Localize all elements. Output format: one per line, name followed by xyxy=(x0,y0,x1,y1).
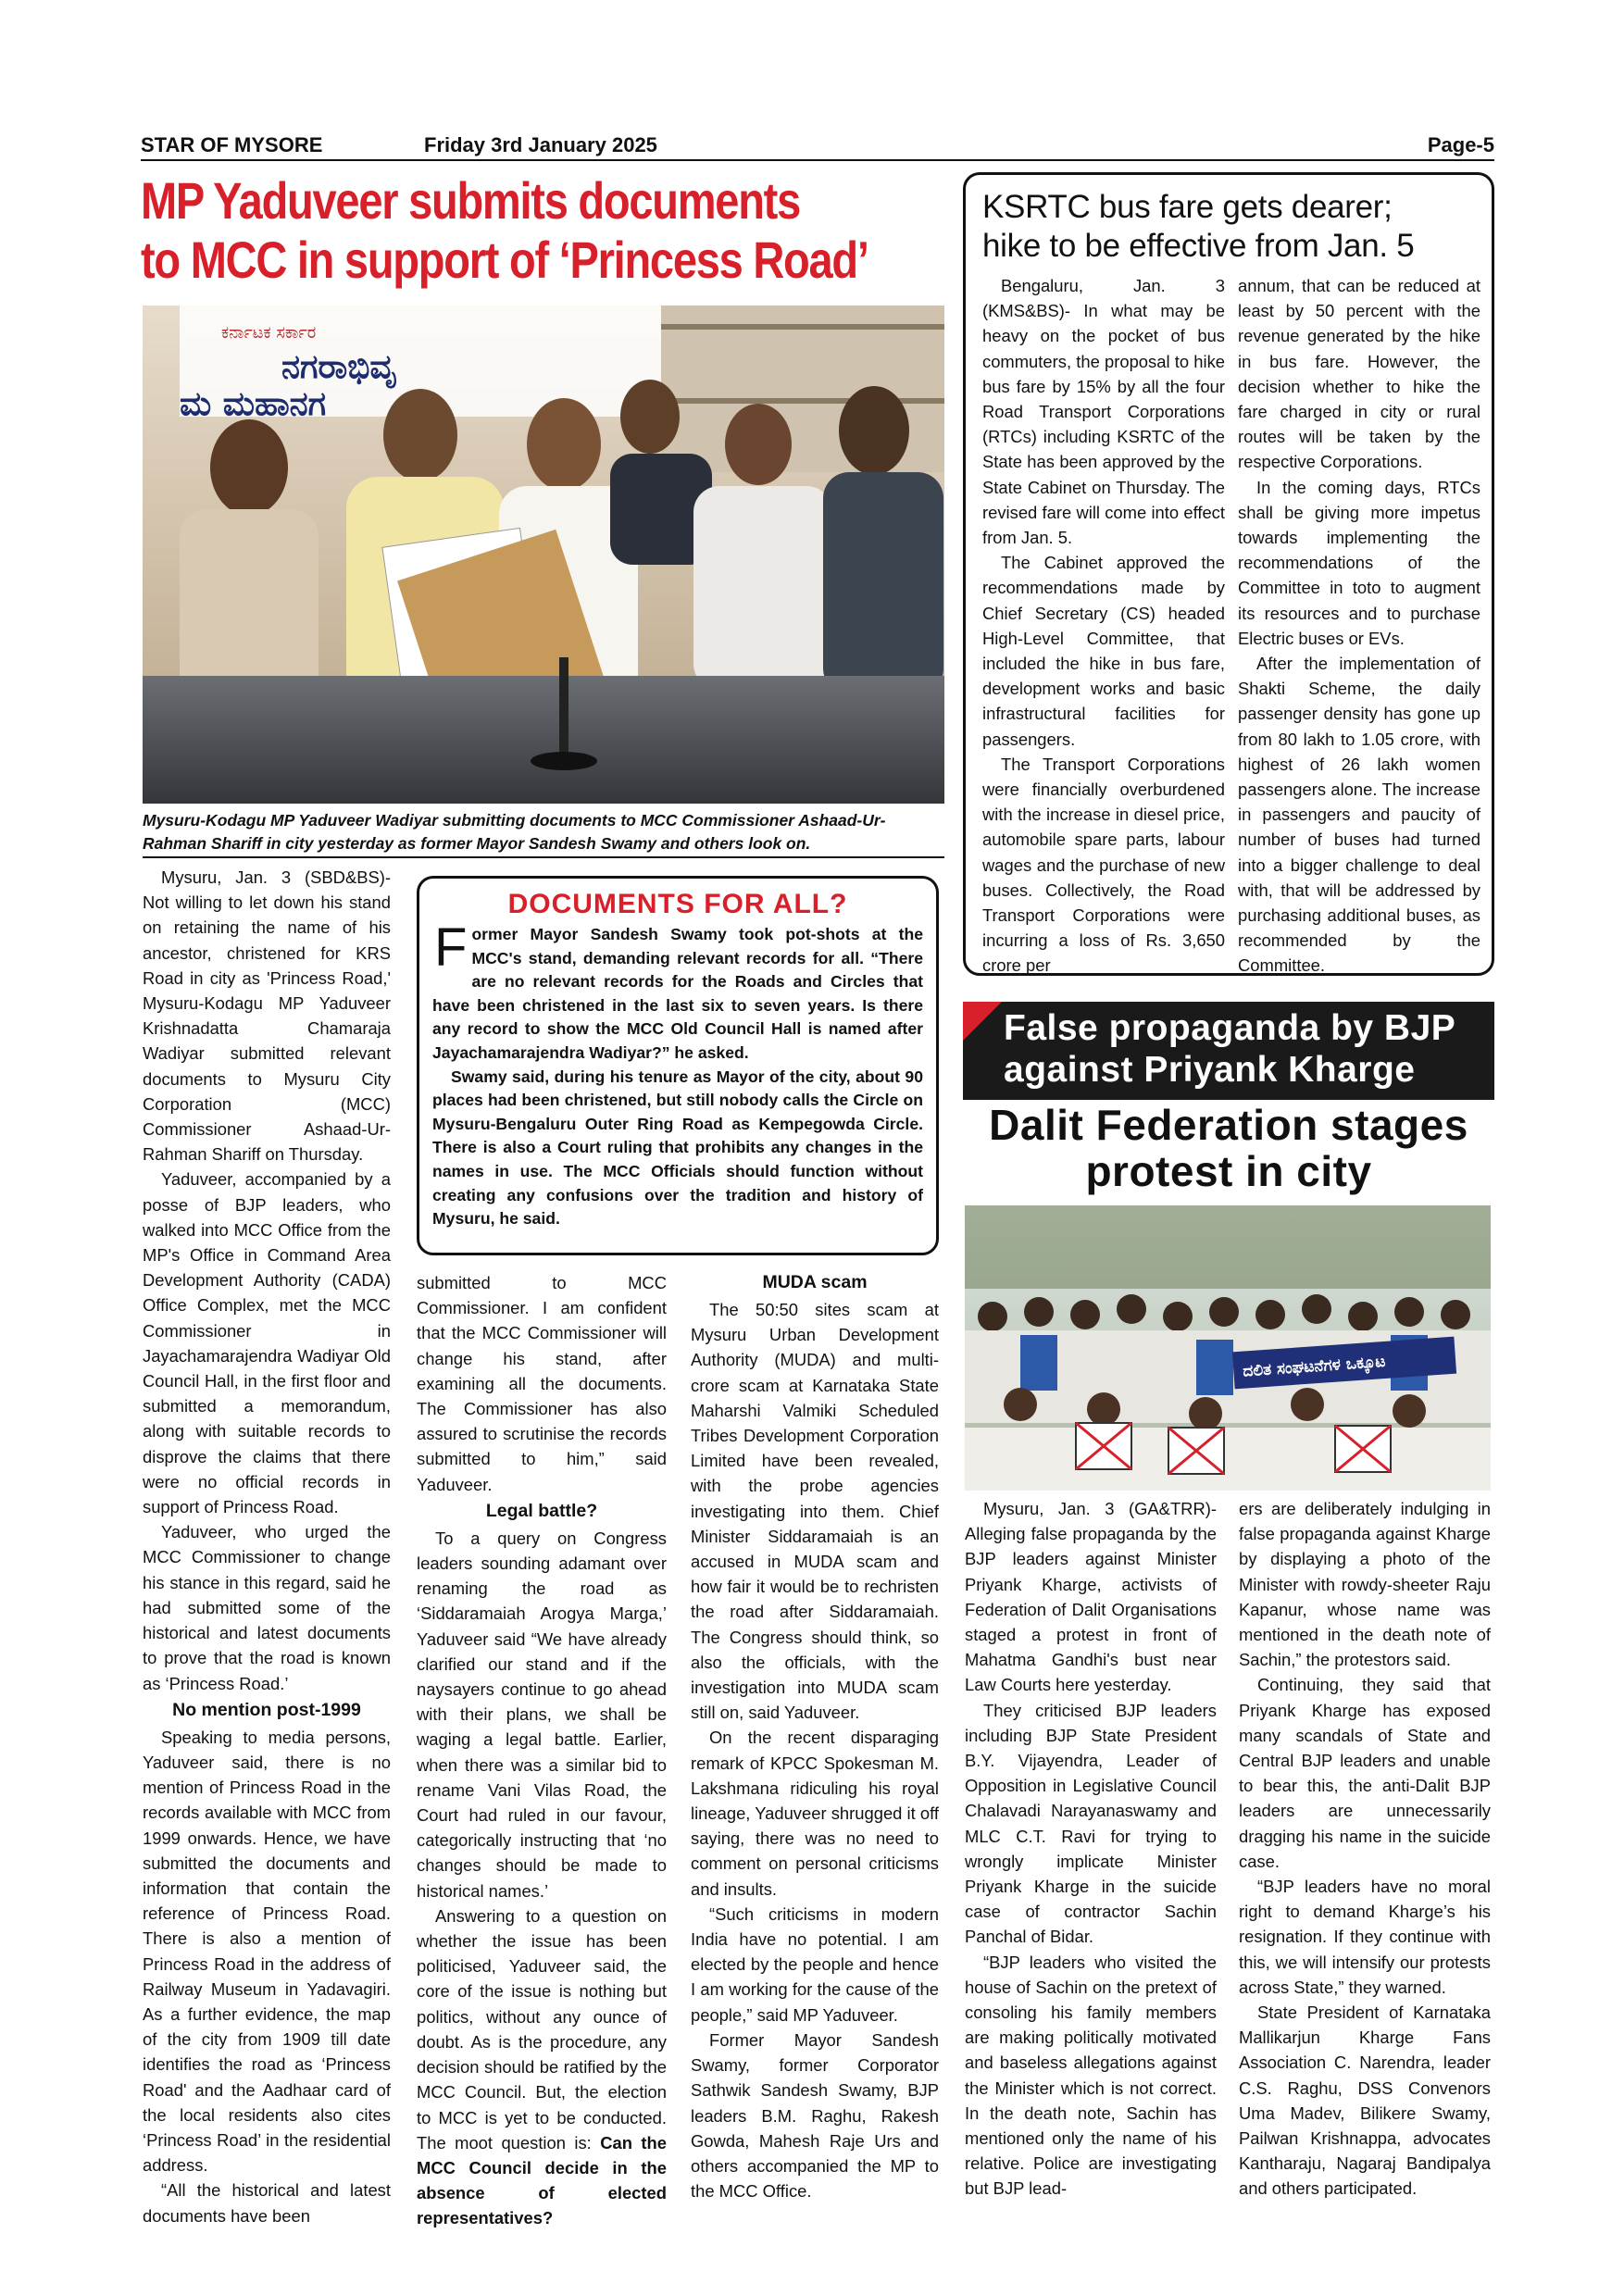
ksrtc-paragraph: In the coming days, RTCs shall be giving more impetus towards implementing the recommendations of the Committee in toto to augment its resources and to purchase Electric buses or EVs. xyxy=(1238,477,1480,648)
story1-paragraph: To a query on Congress leaders sounding adamant over renaming the road as ‘Siddaramaiah Arogya Marga,’ Yaduveer said “We have already clarified our stand and if the naysayers continue to go ahead with their plans, we shall be waging a legal battle. Earlier, when there was a similar bid to rename Vani Vilas Road, the Court had ruled in our favour, categorically instructing that ‘no changes should be made to historical names.’ xyxy=(417,1528,667,1901)
story1-paragraph: Former Mayor Sandesh Swamy, former Corporator Sathwik Sandesh Swamy, BJP leaders B.M. Raghu, Rakesh Gowda, Mahesh Raje Urs and others accompanied the MP to the MCC Office. xyxy=(691,2029,939,2202)
photo-banner-line2: ಮ ಮಹಾನಗ xyxy=(180,385,327,423)
story1-paragraph: submitted to MCC Commissioner. I am confident that the MCC Commissioner will change his stand, after examining all the documents. The Commissioner has also assured to scrutinise the records submitted to him,” said Yaduveer. xyxy=(417,1273,667,1494)
story1-paragraph: Yaduveer, accompanied by a posse of BJP leaders, who walked into MCC Office from the MP's Office in Command Area Development Authority (CADA) Office Complex, met the MCC Commissioner in Jayachamarajendra Wadiyar Old Council Hall, in the first floor and submitted a memorandum, along with suitable records to disprove the claims that there were no official records in support of Princess Road. xyxy=(143,1169,391,1517)
ksrtc-column-1 xyxy=(982,273,1225,976)
ksrtc-paragraph: After the implementation of Shakti Scheme, the daily passenger density has gone up from 80 lakh to 1.05 crore, with highest of 26 lakh women passengers alone. The increase in passengers and paucity of number of buses had turned into a bigger challenge to deal with, that will be addressed by purchasing additional buses, as recommended by the Committee. xyxy=(1238,654,1480,976)
photo-banner-line1: ನಗರಾಭಿವೃ xyxy=(281,348,398,386)
dalit-headline xyxy=(963,1102,1494,1194)
dalit-headline-line1: Dalit Federation stages xyxy=(989,1101,1468,1149)
header-rule xyxy=(141,159,1494,161)
box-dropcap: F xyxy=(434,917,468,978)
story1-paragraph: Mysuru, Jan. 3 (SBD&BS)- Not willing to let down his stand on retaining the name of his ancestor, christened for KRS Road in city as 'Princess Road,' Mysuru-Kodagu MP Yaduveer Krishnadatta Chamaraja Wadiyar submitted relevant documents to Mysuru City Corporation (MCC) Commissioner Ashaad-Ur-Rahman Shariff on Thursday. xyxy=(143,867,391,1165)
banner-triangle xyxy=(963,1002,1002,1041)
story1-paragraph: Yaduveer, who urged the MCC Commissioner to change his stance in this regard, said he had submitted some of the historical and latest documents to prove that the road is known as ‘Princess Road.’ xyxy=(143,1522,391,1693)
story1-paragraph: “All the historical and latest documents have been xyxy=(143,2180,391,2226)
dalit-paragraph: Continuing, they said that Priyank Kharge has exposed many scandals of State and Central BJP leaders and unable to bear this, the anti-Dalit BJP leaders are unnecessarily dragging his name in the suicide case. xyxy=(1239,1675,1491,1871)
protest-banner-text: ದಲಿತ ಸಂಘಟನೆಗಳ ಒಕ್ಕೂಟ xyxy=(1242,1352,1387,1381)
moot-question: Can the MCC Council decide in the absence of elected representatives? xyxy=(417,2132,667,2228)
subheading-no-mention: No mention post-1999 xyxy=(172,1699,361,1720)
dalit-paragraph: State President of Karnataka Mallikarjun Kharge Fans Association C. Narendra, leader C.S. Raghu, DSS Convenors Uma Madev, Bilikere Swamy, Pailwan Krishnappa, advocates Kantharaju, Nagaraj Bandipalya and others participated. xyxy=(1239,2003,1491,2199)
story1-paragraph: The 50:50 sites scam at Mysuru Urban Development Authority (MUDA) and multi-crore scam at Karnataka State Maharshi Valmiki Scheduled Tribes Development Corporation Limited have been revealed, with the probe agencies investigating into them. Chief Minister Siddaramaiah is an accused in MUDA scam and how fair it would be to rechristen the road after Siddaramaiah. The Congress should think, so also the officials, with the investigation into MUDA scam still on, said Yaduveer. xyxy=(691,1300,939,1723)
dalit-column-2 xyxy=(1239,1496,1491,2199)
ksrtc-headline-line1: KSRTC bus fare gets dearer; xyxy=(982,189,1393,225)
story1-column-3 xyxy=(691,1270,939,2202)
story1-paragraph-text: Answering to a question on whether the issue has been politicised, Yaduveer said, the core of the issue is nothing but politics, without any ounce of doubt. As is the procedure, any decision should be ratified by the MCC Council. But, the election to MCC is yet to be conducted. The moot question is: xyxy=(417,1905,667,2152)
box-title: DOCUMENTS FOR ALL? xyxy=(507,889,848,919)
ksrtc-story-box xyxy=(963,172,1494,976)
story1-headline-line2: to MCC in support of ‘Princess Road’ xyxy=(141,231,868,289)
dalit-column-1 xyxy=(965,1496,1217,2199)
page-number: Page-5 xyxy=(1427,133,1494,156)
dalit-banner xyxy=(963,1002,1494,1100)
dalit-headline-line2: protest in city xyxy=(1085,1147,1372,1195)
dalit-paragraph: “BJP leaders have no moral right to demand Kharge’s his resignation. If they continue with this, we will intensify our protests across State,” they warned. xyxy=(1239,1877,1491,1997)
subheading-muda-scam: MUDA scam xyxy=(762,1272,868,1292)
story1-caption: Mysuru-Kodagu MP Yaduveer Wadiyar submitting documents to MCC Commissioner Ashaad-Ur-Rahman Shariff in city yesterday as former Mayor Sandesh Swamy and others look on. xyxy=(143,811,886,853)
story1-paragraph: “Such criticisms in modern India have no potential. I am elected by the people and hence I am working for the cause of the people,” said MP Yaduveer. xyxy=(691,1903,939,2025)
ksrtc-paragraph: Bengaluru, Jan. 3 (KMS&BS)- In what may be heavy on the pocket of bus commuters, the proposal to hike bus fare by 15% by all the four Road Transport Corporations (RTCs) including KSRTC of the State has been approved by the State Cabinet on Thursday. The revised fare will come into effect from Jan. 5. xyxy=(982,276,1225,548)
ksrtc-paragraph: The Cabinet approved the recommendations made by Chief Secretary (CS) headed High-Level Committee, that included the hike in bus fare, development works and basic infrastructural facilities for passengers. xyxy=(982,553,1225,749)
story1-column-1 xyxy=(143,865,391,2226)
box-paragraph-2: Swamy said, during his tenure as Mayor of the city, about 90 places had been christened, but still nobody calls the Circle on Mysuru-Bengaluru Outer Ring Road as Kempegowda Circle. There is also a Court ruling that prohibits any changes in the names in use. The MCC Officials should function without creating any confusions over the tradition and history of Mysuru, he said. xyxy=(432,1067,923,1229)
dalit-protest-photo xyxy=(965,1205,1491,1491)
dalit-paragraph: They criticised BJP leaders including BJP State President B.Y. Vijayendra, Leader of Opposition in Legislative Council Chalavadi Narayanaswamy and MLC C.T. Ravi for trying to wrongly implicate Minister Priyank Kharge in the suicide case of contractor Sachin Panchal of Bidar. xyxy=(965,1700,1217,1947)
issue-date: Friday 3rd January 2025 xyxy=(424,133,657,156)
story1-headline-line1: MP Yaduveer submits documents xyxy=(141,171,800,230)
story1-paragraph xyxy=(417,1903,667,2231)
story1-photo xyxy=(143,306,944,804)
caption-rule xyxy=(143,856,944,858)
dalit-paragraph: ers are deliberately indulging in false propaganda against Kharge by displaying a photo of the Minister with rowdy-sheeter Raju Kapanur, whose name was mentioned in the death note of Sachin,” the protestors said. xyxy=(1239,1499,1491,1670)
story1-column-2 xyxy=(417,1270,667,2228)
story1-paragraph: Speaking to media persons, Yaduveer said, there is no mention of Princess Road in the records available with MCC from 1999 onwards. Hence, we have submitted the documents and information that contain the reference of Princess Road. There is also a mention of Princess Road in the address of Railway Museum in Yadavagiri. As a further evidence, the map of the city from 1909 till date identifies the road as ‘Princess Road' and the Aadhaar card of the local residents also cites ‘Princess Road’ in the residential address. xyxy=(143,1727,391,2176)
documents-for-all-box xyxy=(417,876,939,1255)
story1-paragraph: On the recent disparaging remark of KPCC Spokesman M. Lakshmana ridiculing his royal lineage, Yaduveer shrugged it off saying, there was no need to comment on personal criticisms and insults. xyxy=(691,1728,939,1899)
dalit-banner-text xyxy=(1004,1007,1455,1091)
dalit-paragraph: “BJP leaders who visited the house of Sachin on the pretext of consoling his family members are making politically motivated and baseless allegations against the Minister which is not correct. In the death note, Sachin has mentioned only the name of his relative. Police are investigating but BJP lead- xyxy=(965,1952,1217,2199)
ksrtc-paragraph: annum, that can be reduced at least by 50 percent with the revenue generated by the hike in bus fare. However, the decision whether to hike the fare charged in city or rural routes will be taken by the respective Corporations. xyxy=(1238,276,1480,472)
box-paragraph-1: ormer Mayor Sandesh Swamy took pot-shots at the MCC's stand, demanding relevant records for all. “There are no relevant records for the Roads and Circles that have been christened in the last six to seven years. Is there any record to show the MCC Old Council Hall is named after Jayachamarajendra Wadiyar?” he asked. xyxy=(432,925,923,1062)
ksrtc-headline-line2: hike to be effective from Jan. 5 xyxy=(982,228,1415,264)
dalit-paragraph: Mysuru, Jan. 3 (GA&TRR)- Alleging false propaganda by the BJP leaders against Minister Priyank Kharge, activists of Federation of Dalit Organisations staged a protest in front of Mahatma Gandhi's bust near Law Courts here yesterday. xyxy=(965,1499,1217,1695)
ksrtc-column-2 xyxy=(1238,273,1480,976)
page-header xyxy=(141,131,1494,163)
newspaper-name: STAR OF MYSORE xyxy=(141,133,323,156)
story1-headline xyxy=(141,171,868,290)
dalit-banner-line1: False propaganda by BJP xyxy=(1004,1008,1456,1048)
ksrtc-paragraph: The Transport Corporations were financially overburdened with the increase in diesel price, automobile spare parts, labour wages and the purchase of new buses. Collectively, the Road Transport Corporations were incurring a loss of Rs. 3,650 crore per xyxy=(982,754,1225,976)
subheading-legal-battle: Legal battle? xyxy=(485,1500,598,1521)
photo-govt-banner: ಕರ್ನಾಟಕ ಸರ್ಕಾರ xyxy=(221,323,317,343)
dalit-banner-line2: against Priyank Kharge xyxy=(1004,1050,1416,1090)
ksrtc-headline xyxy=(982,188,1414,266)
